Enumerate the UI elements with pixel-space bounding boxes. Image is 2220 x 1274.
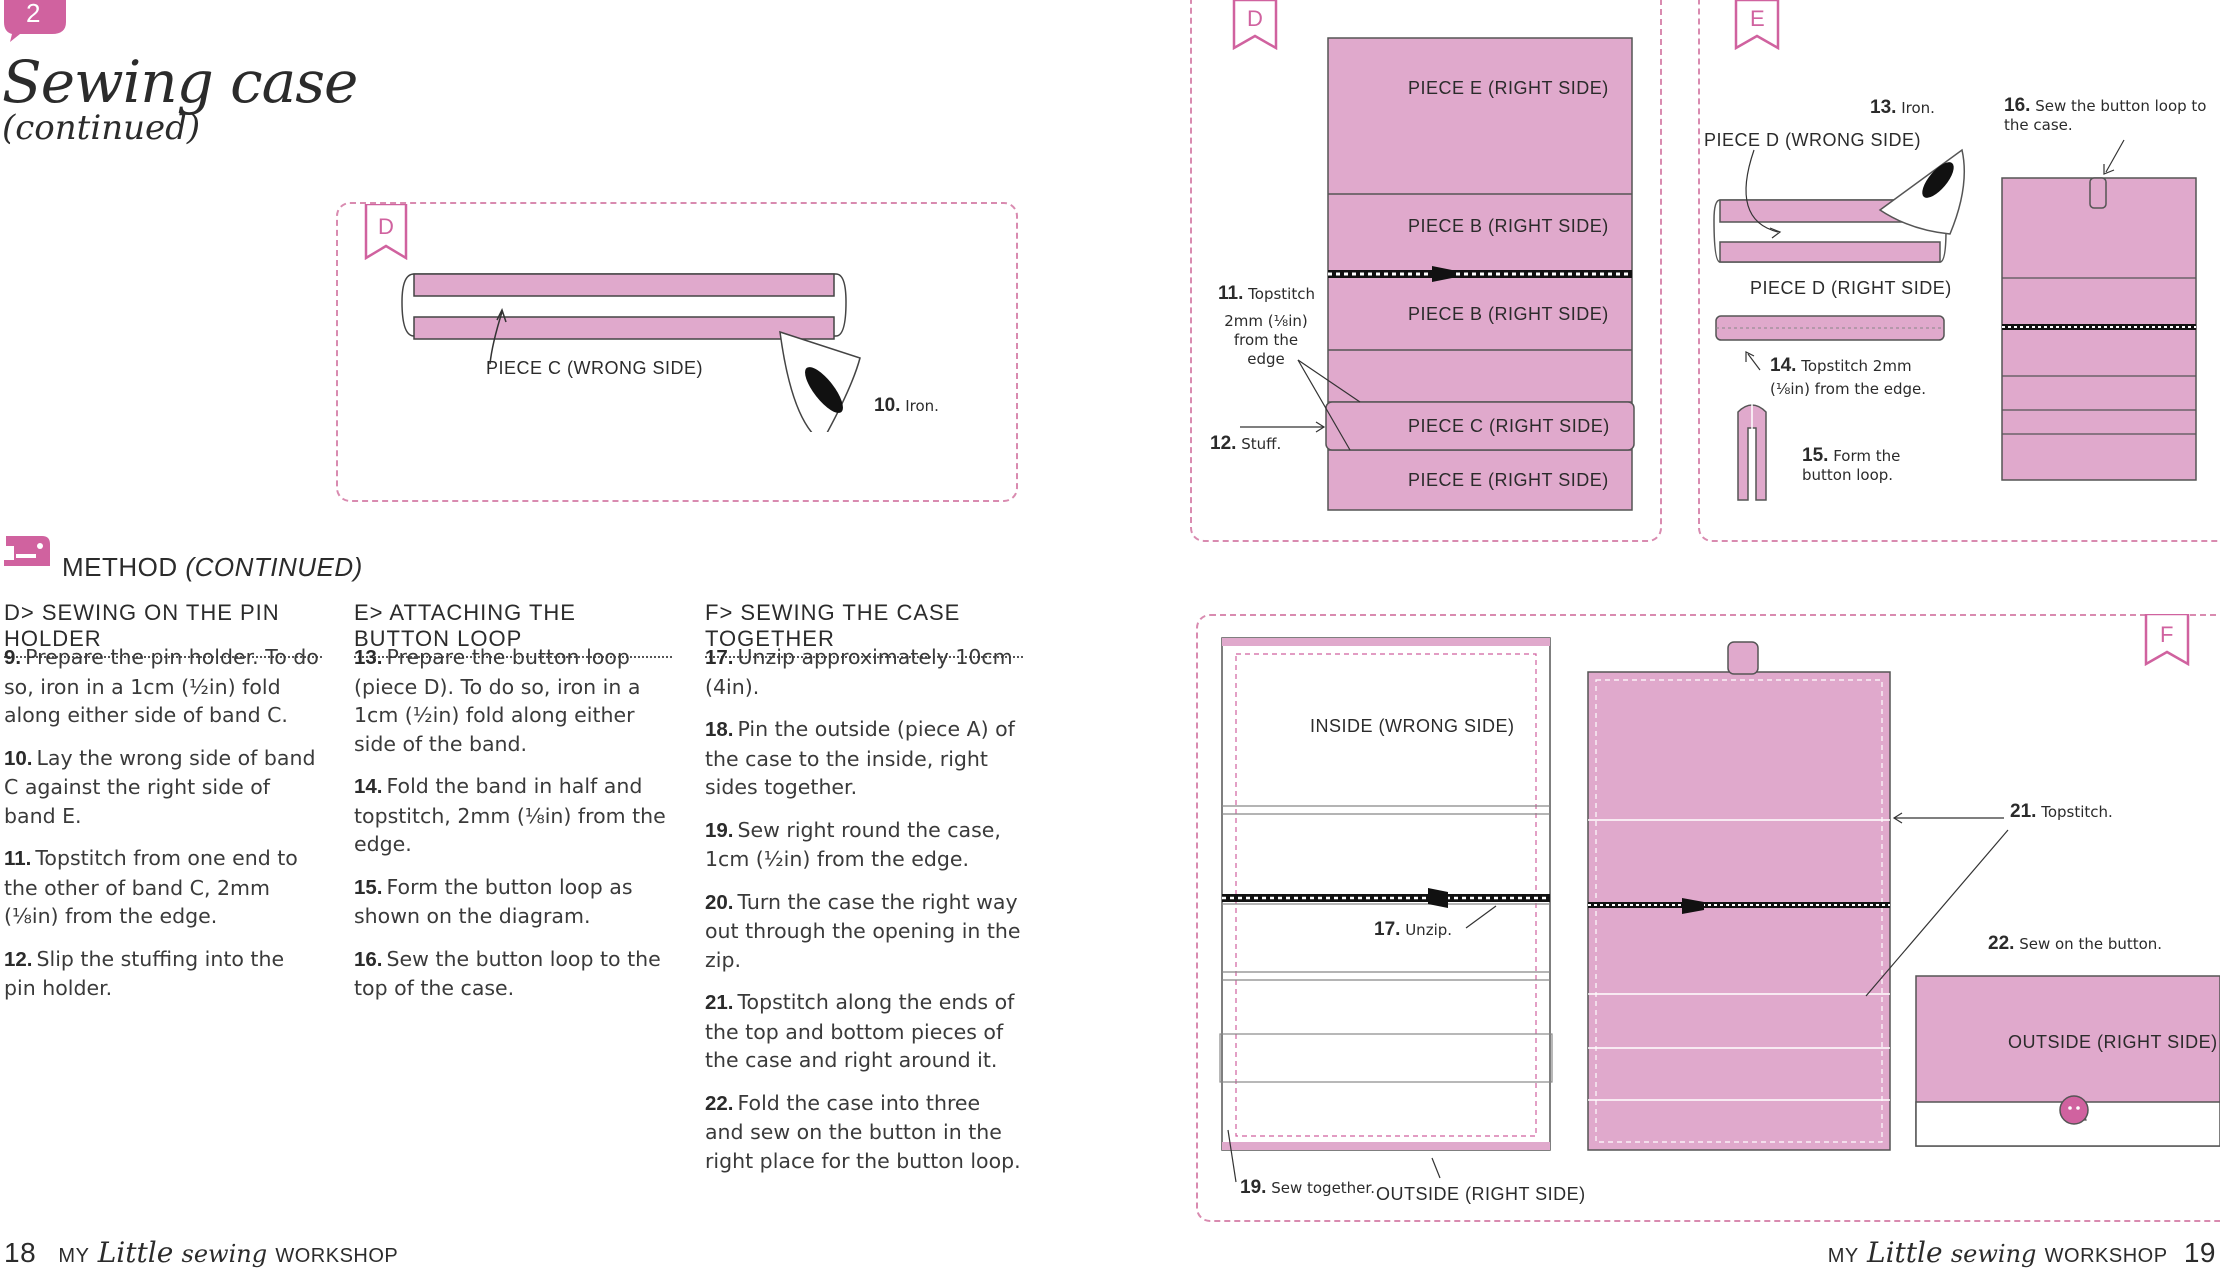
step-15-callout bbox=[1802, 446, 1900, 485]
step-22-callout bbox=[1988, 934, 2162, 954]
step-number: 13. bbox=[354, 646, 383, 669]
step-22-number: 22. bbox=[1988, 933, 2015, 954]
step-9 bbox=[4, 643, 322, 730]
step-11-detail: 2mm (⅛in) from the edge bbox=[1224, 312, 1308, 368]
label-piece-e-right-bottom: PIECE E (RIGHT SIDE) bbox=[1408, 470, 1609, 490]
section-f-title: F> SEWING THE CASE TOGETHER bbox=[705, 600, 1023, 658]
step-number: 21. bbox=[705, 991, 734, 1014]
section-d-title: D> SEWING ON THE PIN HOLDER bbox=[4, 600, 322, 658]
step-11-number: 11. bbox=[1218, 283, 1244, 304]
step-10-text: Iron. bbox=[905, 397, 939, 415]
step-15-number: 15. bbox=[1802, 445, 1829, 466]
label-piece-d-wrong: PIECE D (WRONG SIDE) bbox=[1704, 130, 1922, 150]
diagram-tag-f-letter: F bbox=[2160, 622, 2174, 647]
section-e-steps bbox=[354, 643, 672, 1017]
label-piece-c-right: PIECE C (RIGHT SIDE) bbox=[1408, 416, 1610, 436]
step-text: Lay the wrong side of band C against the right side of band E. bbox=[4, 745, 316, 828]
step-13 bbox=[354, 643, 672, 758]
label-outside-right-folded: OUTSIDE (RIGHT SIDE) bbox=[2008, 1032, 2218, 1052]
page-title: Sewing case bbox=[2, 48, 358, 116]
step-text: Slip the stuffing into the pin holder. bbox=[4, 946, 285, 1000]
page-number-right: 19 bbox=[2183, 1237, 2216, 1268]
step-14-detail: (⅛in) from the edge. bbox=[1770, 380, 1927, 398]
brand-my: MY bbox=[58, 1245, 90, 1267]
page-subtitle: (continued) bbox=[2, 108, 201, 148]
step-12-callout bbox=[1210, 434, 1281, 454]
section-d-steps bbox=[4, 643, 322, 1017]
step-19-number: 19. bbox=[1240, 1177, 1267, 1198]
brand-my-right: MY bbox=[1827, 1245, 1859, 1267]
brand-sewing-right: sewing bbox=[1950, 1240, 2037, 1268]
label-inside-wrong: INSIDE (WRONG SIDE) bbox=[1310, 716, 1515, 736]
step-19-text: Sew together. bbox=[1271, 1179, 1375, 1197]
step-16-text: Sew the button loop to bbox=[2035, 97, 2207, 115]
step-number: 20. bbox=[705, 890, 734, 914]
step-11-text: Topstitch bbox=[1248, 285, 1315, 303]
step-14-number: 14. bbox=[1770, 355, 1797, 376]
step-21-text: Topstitch. bbox=[2041, 803, 2113, 821]
step-number: 19. bbox=[705, 818, 734, 842]
step-13-text: Iron. bbox=[1901, 99, 1935, 117]
brand-workshop: WORKSHOP bbox=[275, 1245, 399, 1267]
chapter-number: 2 bbox=[26, 0, 41, 28]
step-11-callout bbox=[1218, 284, 1328, 369]
brand-little: Little bbox=[97, 1236, 174, 1269]
step-text: Turn the case the right way out through the opening in the zip. bbox=[705, 889, 1021, 972]
step-number: 14. bbox=[354, 775, 383, 798]
footer-left bbox=[4, 1236, 398, 1269]
step-12 bbox=[4, 945, 322, 1003]
method-label-suffix: (CONTINUED) bbox=[185, 552, 363, 582]
step-20 bbox=[705, 888, 1023, 975]
step-13-number: 13. bbox=[1870, 97, 1897, 118]
diagram-tag-e-letter: E bbox=[1750, 6, 1766, 31]
step-12-text: Stuff. bbox=[1241, 435, 1282, 453]
step-21-callout bbox=[2010, 802, 2113, 822]
step-number: 15. bbox=[354, 875, 383, 899]
label-piece-d-right: PIECE D (RIGHT SIDE) bbox=[1750, 278, 1952, 298]
page-number-left: 18 bbox=[4, 1237, 37, 1268]
step-number: 9. bbox=[4, 646, 22, 669]
step-text: Sew the button loop to the top of the case. bbox=[354, 946, 661, 1000]
label-outside-right-bottom: OUTSIDE (RIGHT SIDE) bbox=[1376, 1184, 1586, 1204]
step-16-number: 16. bbox=[2004, 95, 2031, 116]
label-piece-b-right-1: PIECE B (RIGHT SIDE) bbox=[1408, 216, 1609, 236]
step-text: Unzip approximately 10cm (4in). bbox=[705, 645, 1013, 699]
step-text: Topstitch along the ends of the top and bottom pieces of the case and right around it. bbox=[705, 990, 1015, 1072]
label-piece-b-right-2: PIECE B (RIGHT SIDE) bbox=[1408, 304, 1609, 324]
step-number: 10. bbox=[4, 746, 33, 770]
step-text: Pin the outside (piece A) of the case to the inside, right sides together. bbox=[705, 717, 1015, 799]
step-number: 18. bbox=[705, 718, 734, 741]
step-text: Sew right round the case, 1cm (½in) from the edge. bbox=[705, 817, 1001, 871]
label-piece-c-wrong: PIECE C (WRONG SIDE) bbox=[486, 358, 704, 378]
step-16-callout bbox=[2004, 96, 2216, 135]
step-15-text: Form the bbox=[1833, 447, 1901, 465]
step-12-number: 12. bbox=[1210, 433, 1237, 454]
brand-little-right: Little bbox=[1867, 1236, 1943, 1269]
step-17-callout bbox=[1374, 920, 1452, 940]
step-17 bbox=[705, 643, 1023, 701]
button-loop-illustration bbox=[1700, 110, 2220, 510]
step-17-number: 17. bbox=[1374, 919, 1401, 940]
step-10 bbox=[4, 744, 322, 831]
step-14-callout bbox=[1770, 356, 1926, 399]
step-21-number: 21. bbox=[2010, 801, 2037, 822]
step-13-callout bbox=[1870, 98, 1935, 118]
step-16-detail: the case. bbox=[2004, 116, 2073, 134]
step-text: Topstitch from one end to the other of band C, 2mm (⅛in) from the edge. bbox=[4, 846, 298, 928]
section-e-title: E> ATTACHING THE BUTTON LOOP bbox=[354, 600, 672, 658]
step-text: Prepare the pin holder. To do so, iron in a 1cm (½in) fold along either side of band C. bbox=[4, 645, 319, 727]
step-21 bbox=[705, 988, 1023, 1075]
method-heading bbox=[62, 552, 363, 583]
sewing-machine-icon bbox=[2, 532, 52, 572]
step-text: Form the button loop as shown on the diagram. bbox=[354, 874, 633, 928]
step-22 bbox=[705, 1089, 1023, 1176]
step-number: 17. bbox=[705, 646, 734, 669]
brand-workshop-right: WORKSHOP bbox=[2044, 1245, 2168, 1267]
step-17-text: Unzip. bbox=[1405, 921, 1453, 939]
step-10-callout bbox=[874, 396, 939, 416]
diagram-tag-d-left-letter: D bbox=[378, 214, 395, 239]
step-15 bbox=[354, 873, 672, 931]
step-16 bbox=[354, 945, 672, 1003]
step-number: 12. bbox=[4, 947, 33, 971]
step-14-text: Topstitch 2mm bbox=[1801, 357, 1912, 375]
diagram-tag-d-right-letter: D bbox=[1247, 6, 1264, 31]
brand-sewing: sewing bbox=[181, 1240, 268, 1268]
step-15-detail: button loop. bbox=[1802, 466, 1894, 484]
step-text: Prepare the button loop (piece D). To do so, iron in a 1cm (½in) fold along either side of the band. bbox=[354, 645, 641, 756]
section-f-steps bbox=[705, 643, 1023, 1189]
step-text: Fold the band in half and topstitch, 2mm (⅛in) from the edge. bbox=[354, 774, 666, 856]
method-label: METHOD bbox=[62, 552, 178, 582]
step-19-callout bbox=[1240, 1178, 1375, 1198]
step-11 bbox=[4, 844, 322, 931]
label-piece-e-right-top: PIECE E (RIGHT SIDE) bbox=[1408, 78, 1609, 98]
step-18 bbox=[705, 715, 1023, 802]
chapter-badge bbox=[4, 0, 66, 42]
step-text: Fold the case into three and sew on the button in the right place for the button loop. bbox=[705, 1090, 1021, 1173]
step-22-text: Sew on the button. bbox=[2019, 935, 2163, 953]
footer-right bbox=[1828, 1236, 2216, 1269]
step-number: 22. bbox=[705, 1091, 734, 1115]
step-number: 16. bbox=[354, 947, 383, 971]
step-14 bbox=[354, 772, 672, 859]
step-19 bbox=[705, 816, 1023, 874]
step-10-number: 10. bbox=[874, 395, 901, 416]
step-number: 11. bbox=[4, 847, 32, 870]
